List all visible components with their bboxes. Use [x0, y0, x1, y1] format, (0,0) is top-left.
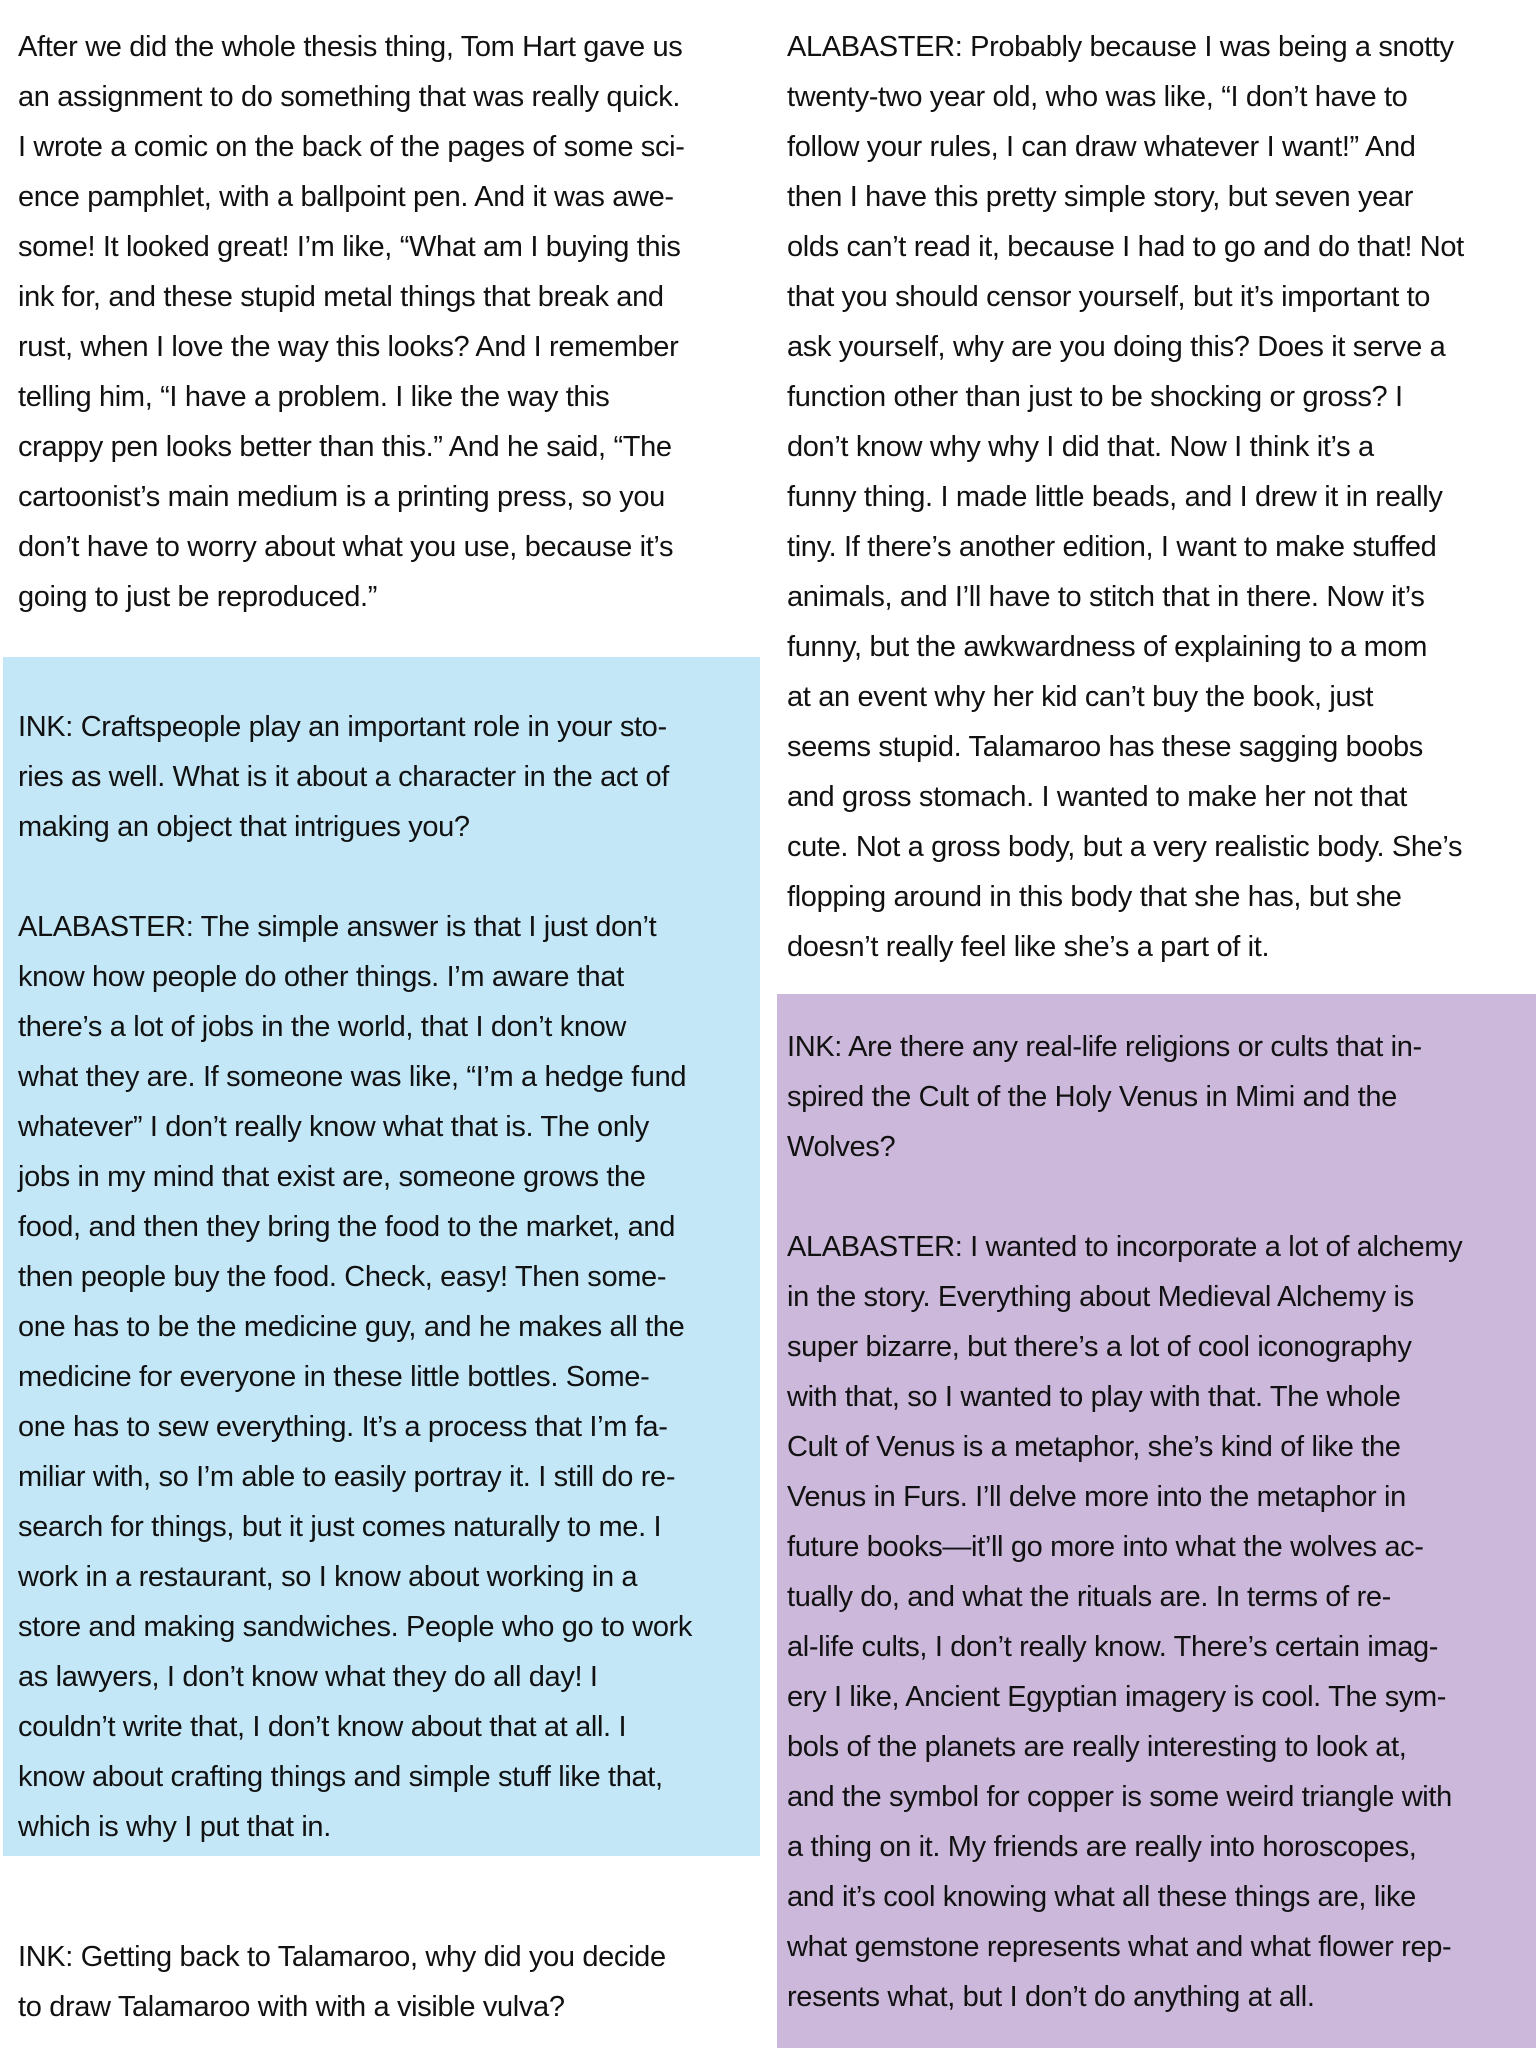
right-column — [787, 22, 1532, 2022]
talamaroo-question: INK: Getting back to Talamaroo, why did you decide to draw Talamaroo with with a visible vulva? — [18, 1941, 666, 2023]
left-column — [18, 22, 758, 2032]
craftspeople-question: INK: Craftspeople play an important role in your sto- ries as well. What is it about a character in the act of making an object that intrigues you? — [18, 711, 669, 843]
religion-question: INK: Are there any real-life religions or cults that in- spired the Cult of the Holy Venus in Mimi and the Wolves? — [787, 1031, 1422, 1163]
talamaroo-answer: ALABASTER: Probably because I was being a snotty twenty-two year old, who was like, “I don’t have to follow your rules, I can draw whatever I want!” And then I have this pretty simple story, but seven year olds can’t read it, because I had to go and do that! Not that you should censor yourself, but it’s important to ask yourself, why are you doing this? Does it serve a function other than just to be shocking or gross? I don’t know why why I did that. Now I think it’s a funny thing. I made little beads, and I drew it in really tiny. If there’s another edition, I want to make stuffed animals, and I’ll have to stitch that in there. Now it’s funny, but the awkwardness of explaining to a mom at an event why her kid can’t buy the book, just seems stupid. Talamaroo has these sagging boobs and gross stomach. I wanted to make her not that cute. Not a gross body, but a very realistic body. She’s flopping around in this body that she has, but she doesn’t really feel like she’s a part of it. — [787, 31, 1464, 963]
intro-paragraph: After we did the whole thesis thing, Tom Hart gave us an assignment to do something that was really quick. I wrote a comic on the back of the pages of some sci- ence pamphlet, with a ballpoint pen. And it was awe- some! It looked great! I’m like, “What am I buying this ink for, and these stupid metal things that break and rust, when I love the way this looks? And I remember telling him, “I have a problem. I like the way this crappy pen looks better than this.” And he said, “The cartoonist’s main medium is a printing press, so you don’t have to worry about what you use, because it’s going to just be reproduced.” — [18, 31, 685, 613]
religion-answer: ALABASTER: I wanted to incorporate a lot of alchemy in the story. Everything about Medieval Alchemy is super bizarre, but there’s a lot of cool iconography with that, so I wanted to play with that. The whole Cult of Venus is a metaphor, she’s kind of like the Venus in Furs. I’ll delve more into the metaphor in future books—it’ll go more into what the wolves ac- tually do, and what the rituals are. In terms of re- al-life cults, I don’t really know. There’s certain imag- ery I like, Ancient Egyptian imagery is cool. The sym- bols of the planets are really interesting to look at, and the symbol for copper is some weird triangle with a thing on it. My friends are really into horoscopes, and it’s cool knowing what all these things are, like what gemstone represents what and what flower rep- resents what, but I don’t do anything at all. — [787, 1231, 1463, 2013]
craftspeople-answer: ALABASTER: The simple answer is that I just don’t know how people do other things. I’m aware that there’s a lot of jobs in the world, that I don’t know what they are. If someone was like, “I’m a hedge fund whatever” I don’t really know what that is. The only jobs in my mind that exist are, someone grows the food, and then they bring the food to the market, and then people buy the food. Check, easy! Then some- one has to be the medicine guy, and he makes all the medicine for everyone in these little bottles. Some- one has to sew everything. It’s a process that I’m fa- miliar with, so I’m able to easily portray it. I still do re- search for things, but it just comes naturally to me. I work in a restaurant, so I know about working in a store and making sandwiches. People who go to work as lawyers, I don’t know what they do all day! I couldn’t write that, I don’t know about that at all. I know about crafting things and simple stuff like that, which is why I put that in. — [18, 911, 693, 1843]
